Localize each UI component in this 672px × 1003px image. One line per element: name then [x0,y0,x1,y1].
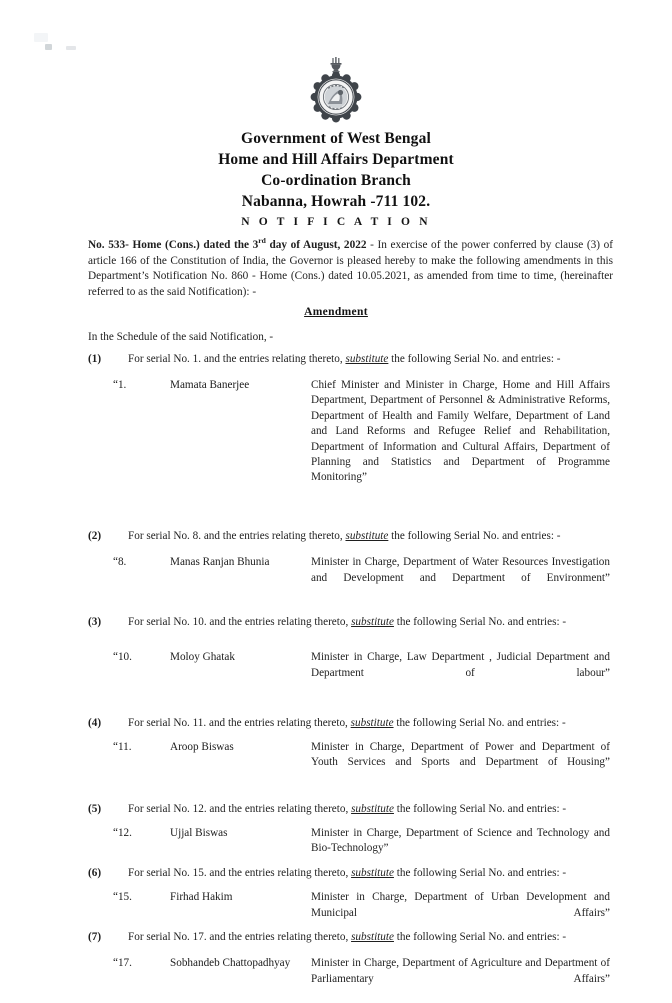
entry-portfolio-description: Minister in Charge, Department of Agriculture and Department of Parliamentary Affairs” [311,957,610,985]
heading-line-1: Government of West Bengal [241,130,431,147]
heading-line-4: Nabanna, Howrah -711 102. [241,193,431,210]
amendment-items-list [0,352,672,1003]
amendment-item [0,529,672,601]
notification-lead-text: No. 533- Home (Cons.) dated the 3 [88,239,259,251]
amendment-lead-before: For serial No. 15. and the entries relating thereto, [128,867,352,880]
amendment-item-lead [0,802,672,817]
substitute-keyword: substitute [345,530,389,543]
amendment-lead-after: the following Serial No. and entries: - [388,353,561,365]
emblem-container [0,56,672,131]
entry-serial-number: “12. [113,826,132,839]
amendment-item-number: (3) [88,616,102,629]
entry-portfolio-description: Minister in Charge, Department of Power and Department of Youth Services and Sports and Department of Housing” [311,740,610,769]
entry-serial-number: “8. [113,556,127,569]
entry-minister-name: Mamata Banerjee [170,379,250,391]
document-heading-block [0,128,672,212]
entry-portfolio-description: Minister in Charge, Department of Urban Development and Municipal Affairs” [311,891,610,919]
entry-minister-name: Aroop Biswas [170,740,234,753]
substitute-keyword: substitute [351,802,394,815]
entry-minister-name: Sobhandeb Chattopadhyay [170,957,291,970]
amendment-item-number: (1) [88,353,102,365]
government-seal-icon [304,56,368,126]
amendment-lead-before: For serial No. 11. and the entries relating thereto, [128,716,351,729]
amendment-item-lead [0,529,672,544]
amendment-lead-after: the following Serial No. and entries: - [393,931,567,944]
entry-portfolio-description: Minister in Charge, Department of Water Resources Investigation and Development and Department of Environment” [311,556,610,584]
entry-minister-name: Ujjal Biswas [170,826,228,839]
amendment-item [0,615,672,696]
amendment-item-number: (4) [88,716,102,729]
entry-portfolio-description: Chief Minister and Minister in Charge, Home and Hill Affairs Department, Department of Personnel & Administrative Reforms, Department of Health and Family Welfare, Department of Land and Land Reforms and Refugee Relief and Rehabilitation, Department of Information and Cultural Affairs, Department of Planning and Statistics and Department of Programme Monitoring” [311,379,610,484]
entry-serial-number: “1. [113,379,127,391]
notification-reference-lead [88,236,367,251]
substitute-keyword: substitute [351,867,394,880]
amendment-lead-after: the following Serial No. and entries: - [393,867,567,880]
amendment-entry [0,650,672,696]
heading-line-3: Co-ordination Branch [261,172,411,189]
schedule-intro-line: In the Schedule of the said Notification, - [88,331,274,343]
amendment-lead-after: the following Serial No. and entries: - [393,616,567,629]
amendment-entry [0,740,672,786]
notification-title: N O T I F I C A T I O N [241,216,431,228]
amendment-entry [0,555,672,601]
entry-minister-name: Firhad Hakim [170,891,233,904]
amendment-item-lead [0,716,672,731]
amendment-lead-after: the following Serial No. and entries: - [393,802,567,815]
entry-serial-number: “15. [113,891,132,904]
notification-body-paragraph [88,238,613,300]
amendment-item-lead [0,930,672,945]
amendment-lead-before: For serial No. 8. and the entries relating thereto, [128,530,346,543]
substitute-keyword: substitute [351,931,394,944]
entry-serial-number: “11. [113,740,132,753]
amendment-item-lead [0,352,672,367]
amendment-heading: Amendment [304,306,368,318]
amendment-entry [0,378,672,501]
substitute-keyword: substitute [351,616,394,629]
amendment-entry [0,956,672,1002]
substitute-keyword: substitute [345,353,389,365]
entry-minister-name: Manas Ranjan Bhunia [170,556,270,569]
amendment-lead-before: For serial No. 1. and the entries relating thereto, [128,353,346,365]
amendment-item [0,352,672,501]
scan-artifact [66,46,76,50]
amendment-lead-before: For serial No. 12. and the entries relating thereto, [128,802,352,815]
amendment-item [0,866,672,936]
amendment-item-lead [0,615,672,630]
amendment-item-lead [0,866,672,881]
amendment-lead-before: For serial No. 10. and the entries relating thereto, [128,616,352,629]
substitute-keyword: substitute [350,716,394,729]
amendment-item-number: (2) [88,530,102,543]
amendment-item-number: (7) [88,931,102,944]
amendment-item [0,716,672,786]
entry-serial-number: “17. [113,957,132,970]
scan-artifact [34,33,48,42]
entry-portfolio-description: Minister in Charge, Department of Science and Technology and Bio-Technology” [311,826,610,855]
heading-line-2: Home and Hill Affairs Department [218,151,454,168]
amendment-lead-after: the following Serial No. and entries: - [393,716,566,729]
notification-body-text: - In exercise of the power conferred by clause (3) of article 166 of the Constitution of India, the Governor is pleased hereby to make the following amendments in this Department’s Notification No. 860 - Home (Cons.) dated 10.05.2021, as amended from time to time, (hereinafter referred to as the said Notification): - [88,239,613,298]
scan-artifact [45,44,52,50]
entry-minister-name: Moloy Ghatak [170,651,235,664]
amendment-item [0,802,672,872]
ordinal-suffix: rd [258,236,266,246]
amendment-item-number: (5) [88,802,102,815]
notification-lead-tail: day of August, 2022 [265,239,367,251]
entry-serial-number: “10. [113,651,132,664]
amendment-lead-before: For serial No. 17. and the entries relating thereto, [128,931,352,944]
amendment-item-number: (6) [88,867,102,880]
amendment-lead-after: the following Serial No. and entries: - [388,530,561,543]
amendment-item [0,930,672,1002]
entry-portfolio-description: Minister in Charge, Law Department , Judicial Department and Department of labour” [311,651,610,679]
